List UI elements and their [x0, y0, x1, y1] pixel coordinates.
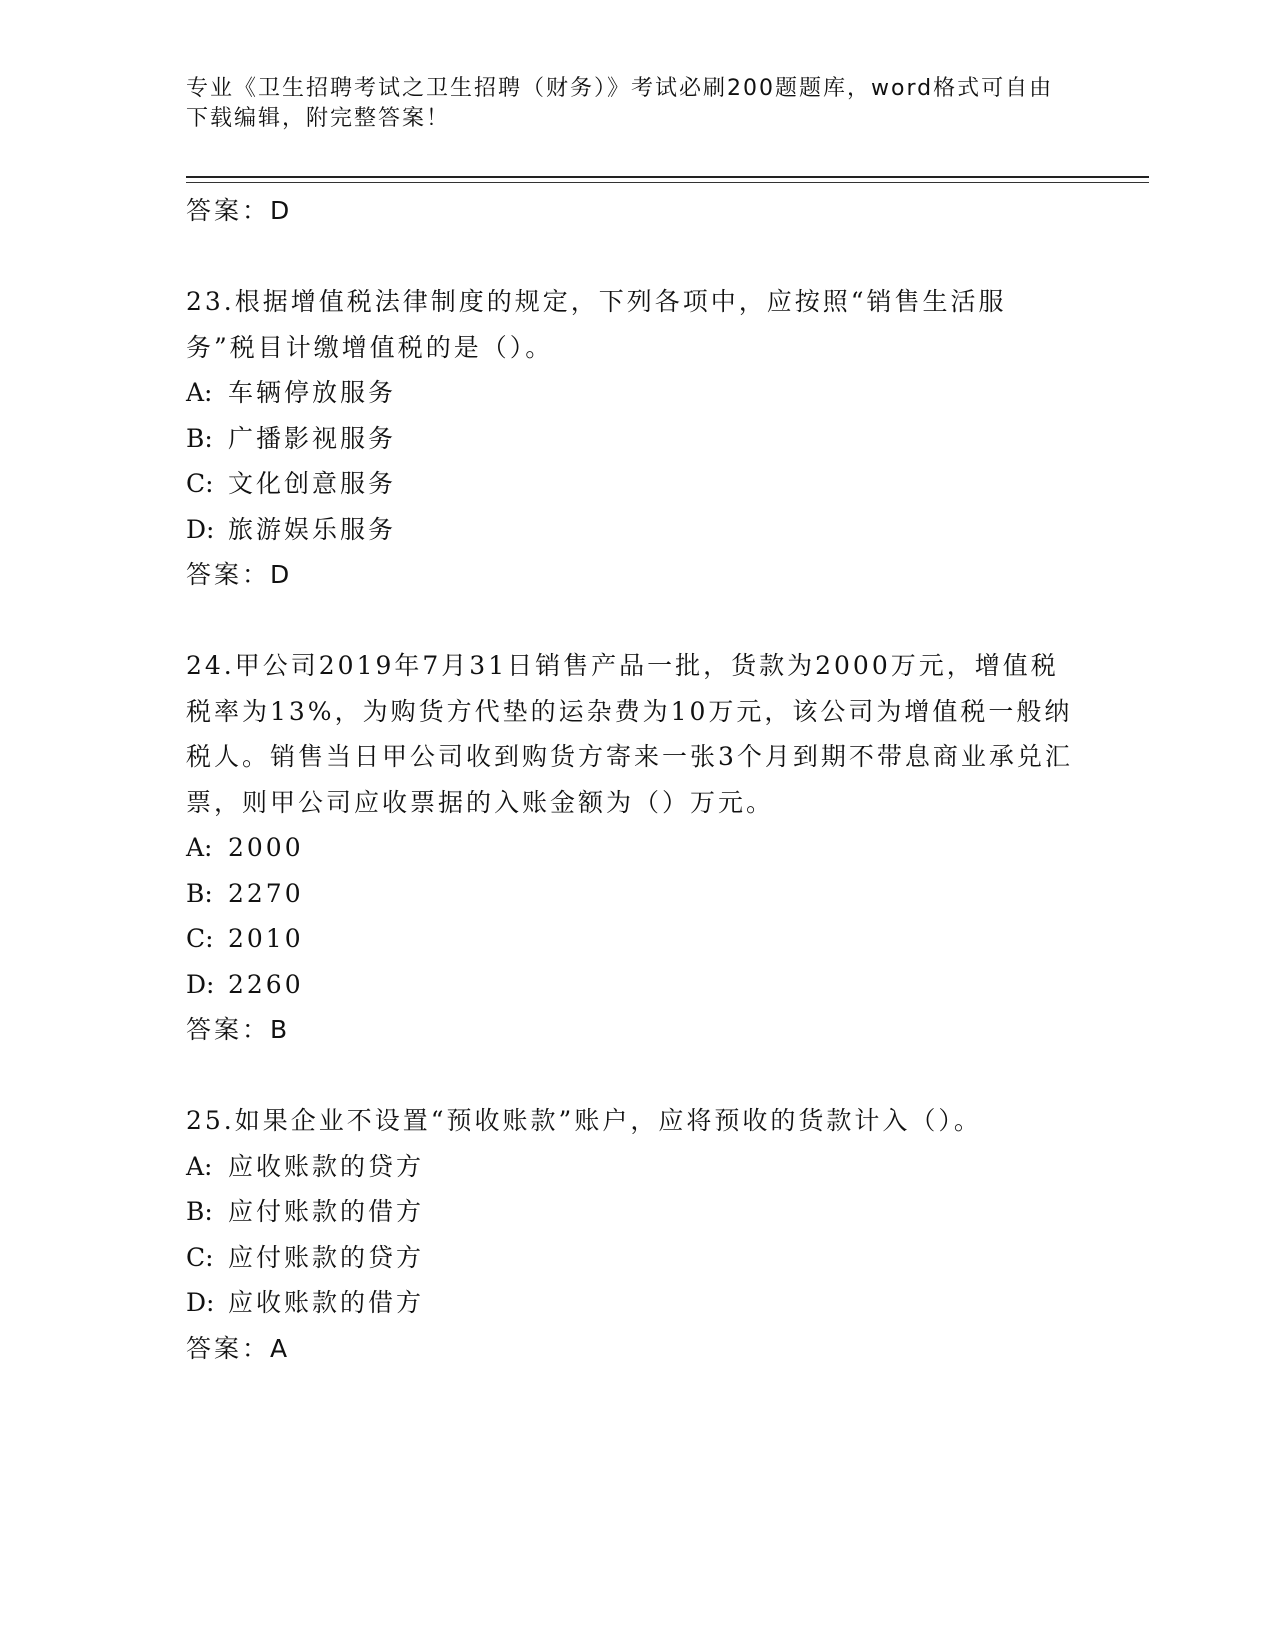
option-d [186, 1280, 1076, 1326]
option-text: 应收账款的借方 [228, 1288, 425, 1317]
option-text: 2010 [228, 924, 304, 953]
question-25 [186, 1098, 1076, 1371]
option-a [186, 825, 1076, 871]
document-body [186, 188, 1076, 1371]
option-letter: B: [186, 423, 213, 453]
option-text: 旅游娱乐服务 [228, 514, 397, 544]
document-header: 专业《卫生招聘考试之卫生招聘（财务）》考试必刷200题题库，word格式可自由下载编辑，附完整答案！ [186, 76, 1054, 131]
option-letter: C: [186, 1242, 214, 1272]
option-letter: C: [186, 924, 214, 953]
question-stem: 24.甲公司2019年7月31日销售产品一批，货款为2000万元，增值税税率为13%，为购货方代垫的运杂费为10万元，该公司为增值税一般纳税人。销售当日甲公司收到购货方寄来一张3个月到期不带息商业承兑汇票，则甲公司应收票据的入账金额为（）万元。 [186, 651, 1073, 817]
option-letter: D: [186, 969, 215, 999]
option-letter: A: [186, 378, 213, 407]
option-letter: D: [186, 514, 215, 544]
option-text: 广播影视服务 [228, 423, 397, 453]
option-text: 应付账款的借方 [228, 1197, 425, 1226]
option-text: 2260 [228, 969, 304, 999]
question-24 [186, 643, 1076, 1052]
option-text: 应付账款的贷方 [228, 1242, 425, 1272]
option-text: 文化创意服务 [228, 469, 397, 498]
question-23 [186, 279, 1076, 597]
option-d [186, 507, 1076, 553]
option-d [186, 962, 1076, 1008]
option-b [186, 871, 1076, 917]
option-letter: A: [186, 1151, 213, 1181]
question-stem: 25.如果企业不设置“预收账款”账户，应将预收的货款计入（）。 [186, 1106, 982, 1135]
option-b [186, 416, 1076, 462]
header-divider-thick [186, 176, 1149, 178]
option-text: 车辆停放服务 [228, 378, 397, 407]
option-a [186, 1144, 1076, 1190]
answer: 答案：B [186, 1015, 291, 1044]
option-letter: A: [186, 833, 213, 862]
option-letter: B: [186, 1197, 213, 1226]
option-text: 2270 [228, 878, 304, 908]
answer: 答案：A [186, 1333, 291, 1363]
option-c [186, 461, 1076, 507]
option-letter: B: [186, 878, 213, 908]
option-b [186, 1189, 1076, 1235]
option-c [186, 916, 1076, 962]
option-text: 2000 [228, 833, 304, 862]
previous-answer: 答案：D [186, 196, 293, 225]
option-text: 应收账款的贷方 [228, 1151, 425, 1181]
answer: 答案：D [186, 560, 293, 589]
question-stem: 23.根据增值税法律制度的规定，下列各项中，应按照“销售生活服务”税目计缴增值税的是（）。 [186, 287, 1007, 362]
header-divider-thin [186, 182, 1149, 183]
option-a [186, 370, 1076, 416]
option-letter: C: [186, 469, 214, 498]
option-letter: D: [186, 1288, 215, 1317]
option-c [186, 1235, 1076, 1281]
